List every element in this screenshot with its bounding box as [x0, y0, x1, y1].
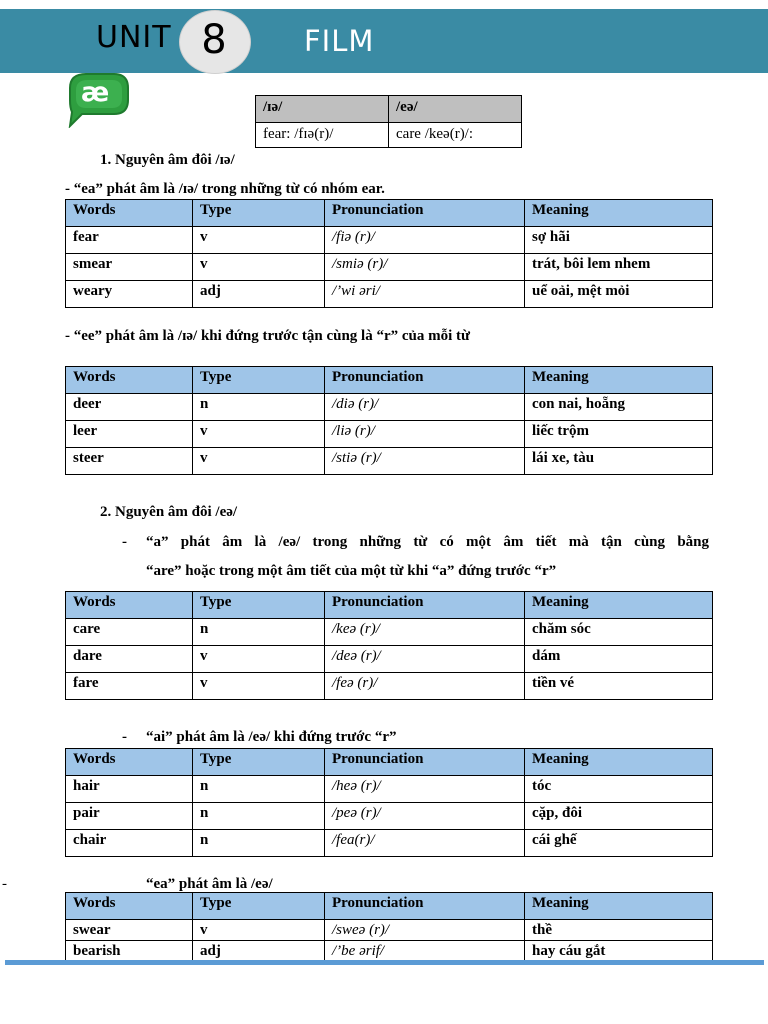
ipa-example-2: care /keə(r)/: — [389, 123, 522, 148]
pronunciation: /sweə (r)/ — [325, 920, 525, 941]
col-meaning: Meaning — [525, 200, 713, 227]
pronunciation: /fea(r)/ — [325, 830, 525, 857]
word: dare — [66, 646, 193, 673]
type: n — [193, 394, 325, 421]
pronunciation: /keə (r)/ — [325, 619, 525, 646]
col-type: Type — [193, 893, 325, 920]
type: v — [193, 421, 325, 448]
type: adj — [193, 941, 325, 961]
unit-title: FILM — [304, 24, 375, 58]
ipa-example-1: fear: /fɪə(r)/ — [256, 123, 389, 148]
meaning: chăm sóc — [525, 619, 713, 646]
col-meaning: Meaning — [525, 592, 713, 619]
meaning: hay cáu gắt — [525, 941, 713, 961]
meaning: dám — [525, 646, 713, 673]
type: v — [193, 254, 325, 281]
table-row — [66, 673, 713, 700]
col-meaning: Meaning — [525, 367, 713, 394]
table-row — [66, 619, 713, 646]
meaning: tóc — [525, 776, 713, 803]
meaning: thề — [525, 920, 713, 941]
table-row — [66, 803, 713, 830]
section2-rule1-dash: - — [122, 534, 127, 550]
meaning: sợ hãi — [525, 227, 713, 254]
col-meaning: Meaning — [525, 893, 713, 920]
section2-rule3: “ea” phát âm là /eə/ — [146, 876, 273, 892]
table-row — [66, 448, 713, 475]
word: deer — [66, 394, 193, 421]
word: bearish — [66, 941, 193, 961]
col-meaning: Meaning — [525, 749, 713, 776]
ipa-table — [255, 95, 522, 148]
section2-rule1-line1: “a” phát âm là /eə/ trong những từ có một âm tiết mà tận cùng bằng — [146, 534, 709, 550]
word-table-3 — [65, 591, 713, 700]
table-row — [66, 776, 713, 803]
word: pair — [66, 803, 193, 830]
word: weary — [66, 281, 193, 308]
type: v — [193, 673, 325, 700]
meaning: trát, bôi lem nhem — [525, 254, 713, 281]
meaning: lái xe, tàu — [525, 448, 713, 475]
meaning: con nai, hoẵng — [525, 394, 713, 421]
pronunciation: /peə (r)/ — [325, 803, 525, 830]
col-words: Words — [66, 367, 193, 394]
section1-rule1: - “ea” phát âm là /ɪə/ trong những từ có nhóm ear. — [65, 181, 385, 197]
col-pronunciation: Pronunciation — [325, 367, 525, 394]
word: fare — [66, 673, 193, 700]
type: n — [193, 803, 325, 830]
pronunciation: /stiə (r)/ — [325, 448, 525, 475]
word: fear — [66, 227, 193, 254]
word-table-4 — [65, 748, 713, 857]
meaning: tiền vé — [525, 673, 713, 700]
col-words: Words — [66, 200, 193, 227]
type: v — [193, 227, 325, 254]
table-row — [66, 254, 713, 281]
ipa-header-1: /ɪə/ — [256, 96, 389, 123]
col-words: Words — [66, 749, 193, 776]
pronunciation: /heə (r)/ — [325, 776, 525, 803]
type: adj — [193, 281, 325, 308]
word: leer — [66, 421, 193, 448]
bottom-rule — [5, 960, 764, 965]
type: v — [193, 920, 325, 941]
col-type: Type — [193, 200, 325, 227]
pronunciation: /’be ərif/ — [325, 941, 525, 961]
col-type: Type — [193, 592, 325, 619]
col-pronunciation: Pronunciation — [325, 200, 525, 227]
table-row — [66, 830, 713, 857]
ipa-header-2: /eə/ — [389, 96, 522, 123]
table-row — [66, 421, 713, 448]
meaning: cái ghế — [525, 830, 713, 857]
word-table-5 — [65, 892, 713, 960]
table-row — [66, 920, 713, 941]
type: n — [193, 776, 325, 803]
pronunciation: /fiə (r)/ — [325, 227, 525, 254]
type: n — [193, 830, 325, 857]
section2-heading: 2. Nguyên âm đôi /eə/ — [100, 504, 238, 520]
pronunciation: /feə (r)/ — [325, 673, 525, 700]
section1-heading: 1. Nguyên âm đôi /ɪə/ — [100, 152, 235, 168]
col-pronunciation: Pronunciation — [325, 749, 525, 776]
table-row — [66, 394, 713, 421]
pronunciation: /smiə (r)/ — [325, 254, 525, 281]
table-row — [66, 646, 713, 673]
word: hair — [66, 776, 193, 803]
table-row — [66, 281, 713, 308]
section2-rule2-dash: - — [122, 729, 127, 745]
col-type: Type — [193, 749, 325, 776]
type: v — [193, 646, 325, 673]
word: chair — [66, 830, 193, 857]
unit-number: 8 — [201, 17, 227, 63]
pronunciation: /liə (r)/ — [325, 421, 525, 448]
section2-rule2: “ai” phát âm là /eə/ khi đứng trước “r” — [146, 729, 397, 745]
word: smear — [66, 254, 193, 281]
pronunciation: /diə (r)/ — [325, 394, 525, 421]
table-row — [66, 227, 713, 254]
meaning: uể oải, mệt mỏi — [525, 281, 713, 308]
col-words: Words — [66, 893, 193, 920]
meaning: cặp, đôi — [525, 803, 713, 830]
section2-rule3-dash: - — [2, 876, 7, 892]
col-pronunciation: Pronunciation — [325, 893, 525, 920]
word: swear — [66, 920, 193, 941]
table-5-clip — [0, 888, 768, 960]
word-table-1 — [65, 199, 713, 308]
meaning: liếc trộm — [525, 421, 713, 448]
unit-label: UNIT — [96, 20, 172, 55]
type: n — [193, 619, 325, 646]
col-pronunciation: Pronunciation — [325, 592, 525, 619]
section2-rule1-line2: “are” hoặc trong một âm tiết của một từ khi “a” đứng trước “r” — [146, 563, 557, 579]
col-type: Type — [193, 367, 325, 394]
word: care — [66, 619, 193, 646]
word-table-2 — [65, 366, 713, 475]
word: steer — [66, 448, 193, 475]
logo-symbol: æ — [81, 77, 110, 108]
pronunciation: /’wi əri/ — [325, 281, 525, 308]
col-words: Words — [66, 592, 193, 619]
type: v — [193, 448, 325, 475]
pronunciation: /deə (r)/ — [325, 646, 525, 673]
section1-rule2: - “ee” phát âm là /ɪə/ khi đứng trước tận cùng là “r” của mỗi từ — [65, 328, 471, 344]
table-row — [66, 941, 713, 961]
